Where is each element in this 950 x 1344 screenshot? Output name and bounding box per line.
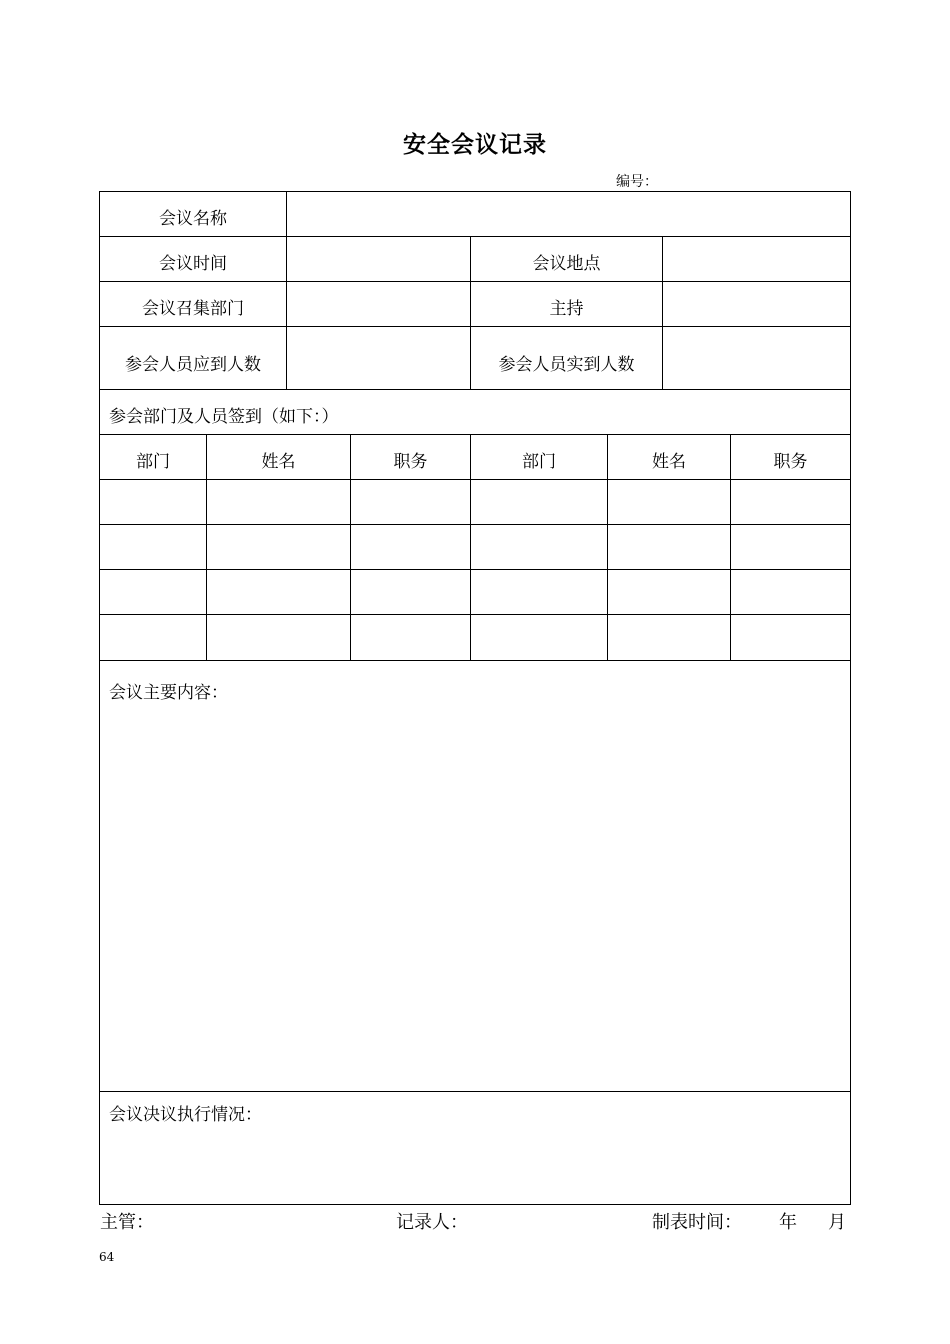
made-time-label: 制表时间： <box>652 1212 742 1233</box>
meeting-record-form <box>99 191 851 1205</box>
header-name: 姓名 <box>261 451 296 472</box>
month-label: 月 <box>828 1212 846 1233</box>
year-label: 年 <box>779 1212 797 1233</box>
header-name: 姓名 <box>652 451 686 472</box>
document-title: 安全会议记录 <box>403 132 547 158</box>
header-department: 部门 <box>136 451 170 472</box>
meeting-location-field[interactable] <box>663 237 850 281</box>
main-content-label: 会议主要内容： <box>109 683 228 703</box>
convening-dept-label: 会议召集部门 <box>142 298 244 319</box>
signin-row[interactable] <box>100 615 850 660</box>
resolution-area[interactable] <box>100 1092 850 1204</box>
recorder-label: 记录人： <box>396 1212 468 1233</box>
header-department: 部门 <box>522 451 556 472</box>
page-number: 64 <box>99 1250 115 1264</box>
header-position: 职务 <box>773 451 808 472</box>
signin-section-label: 参会部门及人员签到（如下：） <box>109 406 339 427</box>
serial-number-label: 编号： <box>616 174 658 190</box>
signin-row[interactable] <box>100 525 850 569</box>
meeting-time-field[interactable] <box>287 237 470 281</box>
meeting-location-label: 会议地点 <box>532 253 601 274</box>
expected-count-label: 参会人员应到人数 <box>125 354 261 375</box>
resolution-label: 会议决议执行情况： <box>109 1105 262 1125</box>
host-label: 主持 <box>549 298 584 319</box>
expected-count-field[interactable] <box>287 327 470 389</box>
meeting-name-field[interactable] <box>287 192 850 236</box>
meeting-time-label: 会议时间 <box>159 253 227 274</box>
actual-count-label: 参会人员实到人数 <box>498 354 635 375</box>
meeting-name-label: 会议名称 <box>159 208 227 229</box>
main-content-area[interactable] <box>100 661 850 1091</box>
header-position: 职务 <box>393 451 428 472</box>
supervisor-label: 主管： <box>100 1212 154 1233</box>
host-field[interactable] <box>663 282 850 326</box>
signin-row[interactable] <box>100 570 850 614</box>
actual-count-field[interactable] <box>663 327 850 389</box>
signin-row[interactable] <box>100 480 850 524</box>
convening-dept-field[interactable] <box>287 282 470 326</box>
